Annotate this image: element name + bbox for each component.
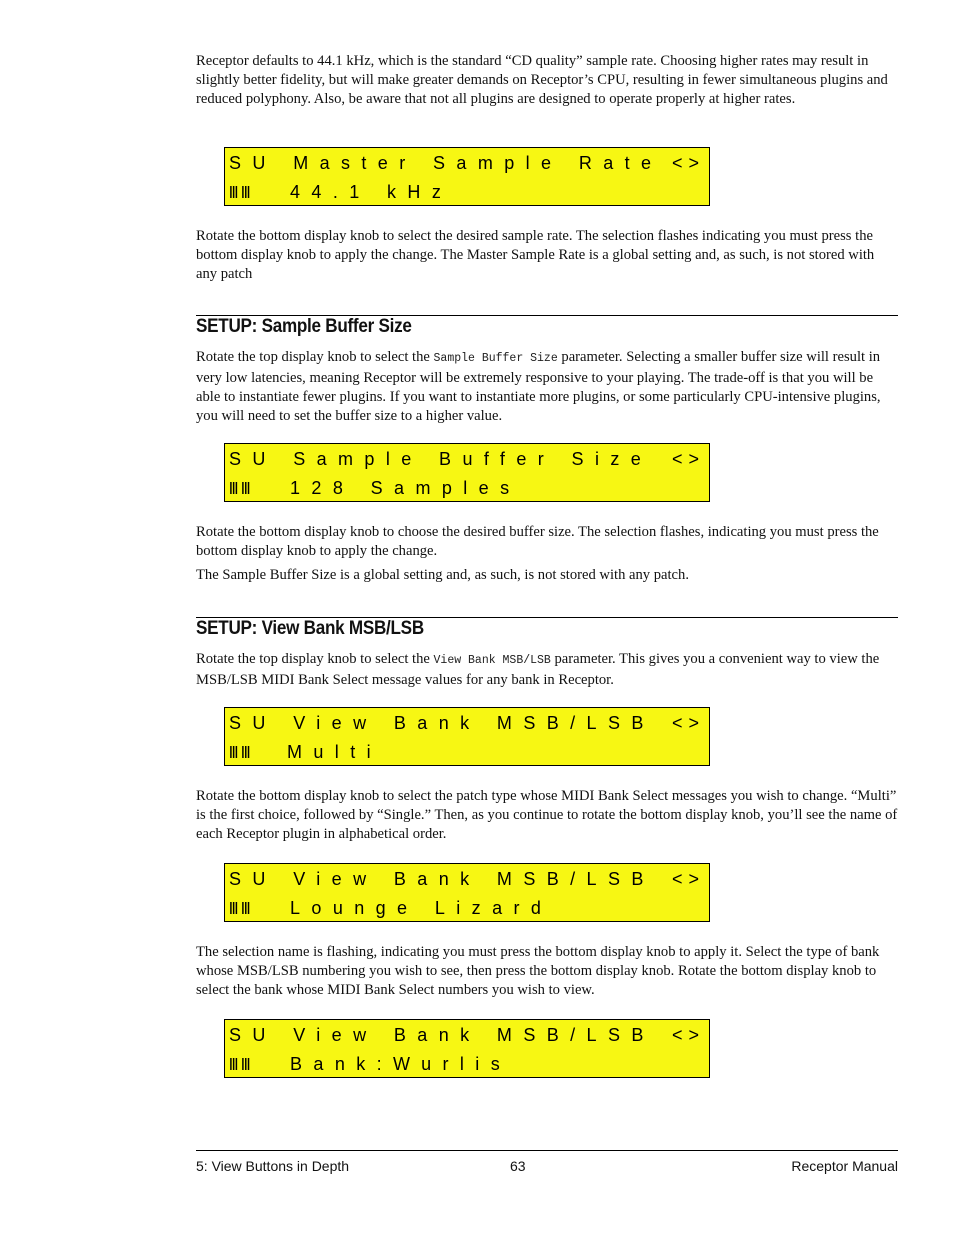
- paragraph-after-lcd1: [196, 227, 898, 284]
- section-heading-sample-buffer-size: [196, 315, 898, 338]
- lcd-arrows: <>: [671, 153, 705, 173]
- paragraphs-after-lcd2: [196, 523, 898, 585]
- lcd-display-view-bank-multi: [224, 707, 710, 766]
- lcd-arrows: <>: [671, 869, 705, 889]
- text-after: parameter. This gives you a convenient way to view the MSB/LSB MIDI Bank Select message values for any bank in Receptor.: [196, 651, 880, 688]
- lcd-display-view-bank-lounge-lizard: [224, 863, 710, 922]
- lcd-bars-icon: lll lll: [229, 1055, 250, 1074]
- lcd-display-sample-buffer-size: [224, 443, 710, 502]
- text-before: Rotate the top display knob to select the: [196, 651, 430, 667]
- heading-text: SETUP: View Bank MSB/LSB: [196, 618, 424, 639]
- text-before: Rotate the top display knob to select the: [196, 349, 430, 365]
- lcd-display-view-bank-wurlis: [224, 1019, 710, 1078]
- parameter-name: View Bank MSB/LSB: [433, 654, 551, 667]
- lcd-bars-icon: lll lll: [229, 479, 250, 498]
- paragraph-after-lcd3: [196, 787, 898, 844]
- body-text: Rotate the bottom display knob to select the patch type whose MIDI Bank Select messages you wish to change. “Multi” is the first choice, followed by “Single.” Then, as you continue to rotate the bottom display knob, you’ll see the name of each Receptor plugin in alphabetical order.: [196, 788, 898, 842]
- body-text: The selection name is flashing, indicating you must press the bottom display knob to apply it. Select the type of bank whose MSB/LSB numbering you wish to see, then press the bottom display knob. Rotate the bottom display knob to select the bank whose MIDI Bank Select numbers you wish to view.: [196, 944, 880, 998]
- lcd-bars-icon: lll lll: [229, 899, 250, 918]
- lcd-line1: SU View Bank MSB/LSB: [229, 1025, 655, 1045]
- section1-paragraph: [196, 348, 898, 426]
- lcd-line1: SU View Bank MSB/LSB: [229, 869, 655, 889]
- footer-chapter: 5: View Buttons in Depth: [196, 1158, 350, 1174]
- lcd-display-master-sample-rate: [224, 147, 710, 206]
- body-text: [196, 348, 898, 426]
- lcd-line2: 128 Samples: [290, 478, 521, 498]
- lcd-arrows: <>: [671, 713, 705, 733]
- parameter-name: Sample Buffer Size: [433, 352, 558, 365]
- lcd-arrows: <>: [671, 1025, 705, 1045]
- lcd-bars-icon: lll lll: [229, 743, 250, 762]
- heading-text: SETUP: Sample Buffer Size: [196, 316, 412, 337]
- lcd-line2: Bank:Wurlis: [290, 1054, 512, 1074]
- text-after: parameter. Selecting a smaller buffer size will result in very low latencies, meaning Receptor will be extremely responsive to your playing. The trade-off is that you will be able to instantiate fewer plugins. If you want to instantiate more plugins, or some particularly CPU-intensive plugins, you will need to set the buffer size to a higher value.: [196, 349, 881, 424]
- lcd-line1: SU Sample Buffer Size: [229, 449, 653, 469]
- lcd-line2: 44.1 kHz: [290, 182, 453, 202]
- page-footer: [196, 1150, 898, 1174]
- section-heading-view-bank-msb-lsb: [196, 617, 898, 640]
- lcd-line1: SU Master Sample Rate: [229, 153, 663, 173]
- footer-manual-title: Receptor Manual: [791, 1158, 898, 1174]
- intro-paragraph: [196, 52, 898, 109]
- footer-page-number: 63: [510, 1158, 526, 1174]
- body-text: [196, 650, 898, 690]
- lcd-arrows: <>: [671, 449, 705, 469]
- body-text: The Sample Buffer Size is a global setting and, as such, is not stored with any patch.: [196, 566, 689, 583]
- paragraph-after-lcd4: [196, 943, 898, 1000]
- lcd-bars-icon: lll lll: [229, 183, 250, 202]
- body-text: Rotate the bottom display knob to select the desired sample rate. The selection flashes indicating you must press the bottom display knob to apply the change. The Master Sample Rate is a global setting and, as such, is not stored with any patch: [196, 228, 875, 282]
- section2-paragraph: [196, 650, 898, 690]
- lcd-line2: Lounge Lizard: [290, 898, 553, 918]
- lcd-line2: Multi: [287, 742, 383, 762]
- lcd-line1: SU View Bank MSB/LSB: [229, 713, 655, 733]
- intro-text: Receptor defaults to 44.1 kHz, which is the standard “CD quality” sample rate. Choosing higher rates may result in slightly better fidelity, but will make greater demands on Receptor’s CPU, resulting in fewer simultaneous plugins and reduced polyphony. Also, be aware that not all plugins are designed to operate properly at higher rates.: [196, 53, 888, 107]
- body-text: Rotate the bottom display knob to choose the desired buffer size. The selection flashes, indicating you must press the bottom display knob to apply the change.: [196, 524, 879, 559]
